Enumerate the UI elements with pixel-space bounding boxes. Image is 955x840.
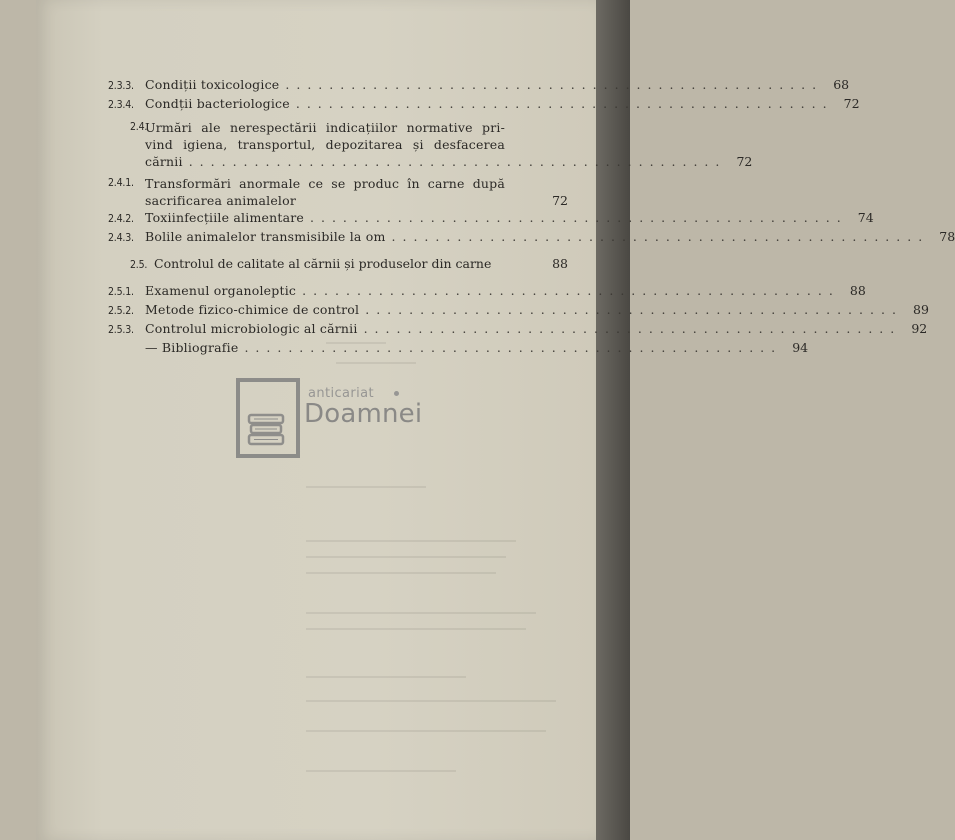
toc-title: Examenul organoleptic [145, 283, 297, 298]
toc-leader: ................................................. [188, 154, 727, 169]
toc-number: 2.3.4. [108, 99, 134, 111]
toc-entry [108, 119, 753, 170]
toc-number: 2.5.1. [108, 286, 134, 298]
toc-title: — Bibliografie [145, 340, 239, 355]
show-through-mark [306, 770, 456, 772]
toc-leader: ................................................. [365, 302, 903, 317]
show-through-mark [306, 540, 516, 542]
show-through-mark [306, 486, 426, 488]
toc-page: 72 [843, 96, 860, 111]
toc-title: Condții bacteriologice [145, 96, 290, 111]
toc-number: 2.4.2. [108, 213, 134, 225]
show-through-mark [306, 572, 496, 574]
show-through-mark [306, 612, 536, 614]
toc-page: 74 [857, 210, 874, 225]
toc-page: 68 [833, 77, 850, 92]
table-of-contents [108, 76, 955, 356]
show-through-mark [306, 700, 556, 702]
toc-title: Bolile animalelor transmisibile la om [145, 229, 386, 244]
toc-title-line: sacrificarea animalelor [145, 193, 297, 208]
page-edge-shadow [596, 0, 630, 840]
watermark-title: Doamnei [304, 399, 423, 429]
toc-title-line: Transformări anormale ce se produc în carne după [145, 176, 505, 191]
toc-page: 92 [911, 321, 928, 336]
show-through-mark [306, 628, 526, 630]
toc-page: 72 [736, 154, 753, 169]
show-through-mark [306, 676, 466, 678]
books-icon [248, 413, 284, 447]
toc-entry [108, 175, 568, 209]
toc-title-line: Urmări ale nerespectării indicațiilor normative pri- [145, 120, 505, 135]
toc-page: 72 [552, 193, 568, 208]
toc-leader: ................................................. [302, 283, 840, 298]
toc-entry [108, 339, 809, 356]
toc-page: 89 [913, 302, 929, 317]
toc-number: 2.4.1. [108, 177, 134, 189]
show-through-mark [306, 730, 546, 732]
toc-entry [108, 320, 928, 339]
toc-number: 2.5. [130, 259, 148, 271]
toc-title: Controlul de calitate al cărnii și produselor din carne [154, 256, 492, 271]
toc-page: 94 [792, 340, 809, 355]
toc-entry [108, 228, 955, 247]
show-through-mark [336, 362, 416, 364]
toc-leader: ................................................. [295, 96, 834, 111]
toc-entry [108, 76, 850, 95]
watermark-subtitle: anticariat [308, 386, 375, 401]
toc-leader: ................................................. [285, 77, 824, 92]
toc-leader: ................................................. [244, 340, 783, 355]
toc-title: Condiții toxicologice [145, 77, 280, 92]
toc-page: 78 [939, 229, 955, 244]
watermark-dot [394, 391, 399, 396]
toc-leader: ................................................. [391, 229, 930, 244]
toc-entry [108, 282, 866, 301]
toc-page: 88 [849, 283, 866, 298]
toc-title-line: cărnii [145, 154, 183, 169]
toc-leader: ................................................. [363, 321, 902, 336]
watermark [236, 378, 466, 464]
toc-title: Metode fizico-chimice de control [145, 302, 360, 317]
toc-entry [108, 209, 874, 228]
toc-title-line: vind igiena, transportul, depozitarea și desfacerea [145, 137, 505, 152]
toc-entry [108, 301, 929, 320]
toc-title: Controlul microbiologic al cărnii [145, 321, 358, 336]
toc-entry [108, 95, 860, 114]
toc-number: 2.3.3. [108, 80, 134, 92]
toc-page: 88 [552, 256, 568, 271]
toc-title: Toxiinfecțiile alimentare [145, 210, 304, 225]
toc-leader: ................................................. [310, 210, 848, 225]
toc-entry [108, 255, 568, 274]
toc-number: 2.5.3. [108, 324, 134, 336]
toc-number: 2.4. [130, 121, 148, 133]
toc-number: 2.4.3. [108, 232, 134, 244]
toc-number: 2.5.2. [108, 305, 134, 317]
show-through-mark [306, 556, 506, 558]
